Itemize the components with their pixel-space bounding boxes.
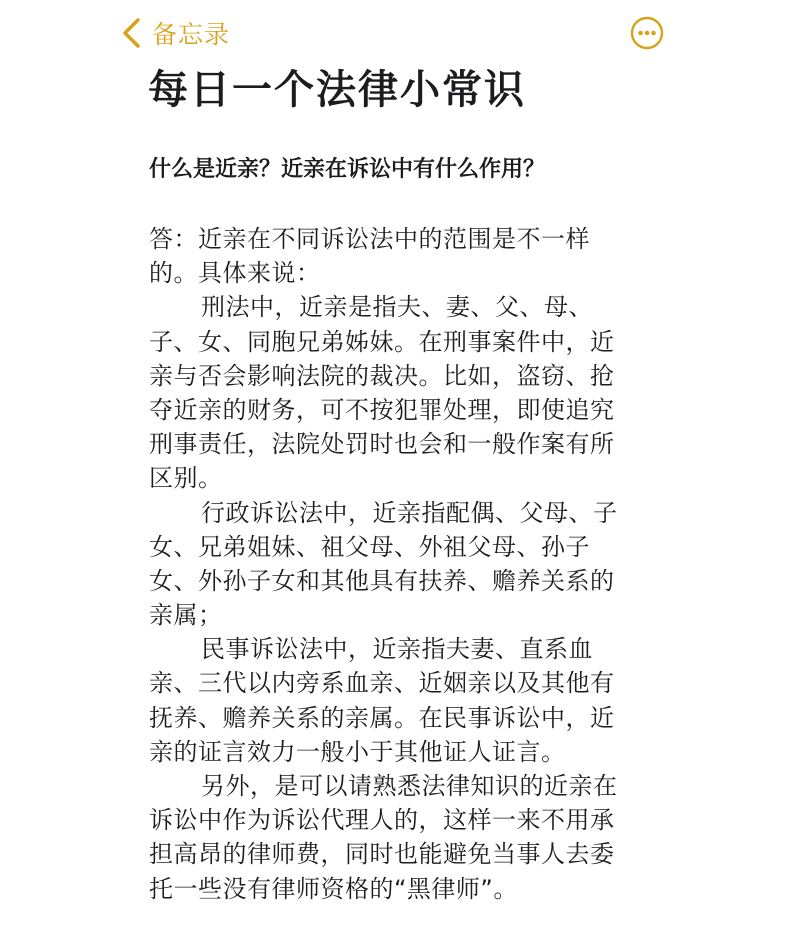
body-line: 刑法中，近亲是指夫、妻、父、母、 (201, 293, 593, 322)
more-options-button[interactable] (630, 16, 664, 50)
navigation-bar (0, 0, 800, 62)
body-line: 民事诉讼法中，近亲指夫妻、直系血 (201, 635, 593, 664)
more-circle-icon (630, 16, 664, 50)
note-title[interactable]: 每日一个法律小常识 (148, 67, 526, 113)
note-question[interactable]: 什么是近亲？近亲在诉讼中有什么作用？ (149, 157, 546, 182)
chevron-left-icon (120, 17, 144, 49)
body-line: 女、兄弟姐妹、祖父母、外祖父母、孙子 (149, 532, 590, 561)
back-button[interactable] (120, 14, 230, 52)
body-line: 子、女、同胞兄弟姊妹。在刑事案件中，近 (149, 327, 615, 356)
body-line: 女、外孙子女和其他具有扶养、赡养关系的 (149, 566, 615, 595)
body-line: 亲的证言效力一般小于其他证人证言。 (149, 737, 566, 766)
back-button-label: 备忘录 (152, 20, 231, 49)
body-line: 行政诉讼法中，近亲指配偶、父母、子 (201, 498, 618, 527)
body-line: 答：近亲在不同诉讼法中的范围是不一样 (149, 225, 590, 253)
body-line: 亲与否会影响法院的裁决。比如，盗窃、抢 (149, 361, 615, 390)
body-line: 托一些没有律师资格的“黑律师”。 (149, 874, 518, 903)
note-body[interactable] (149, 222, 641, 906)
body-line: 的。具体来说： (149, 259, 321, 288)
body-line: 区别。 (149, 464, 223, 493)
body-line: 夺近亲的财务，可不按犯罪处理，即使追究 (149, 395, 615, 424)
body-line: 亲、三代以内旁系血亲、近姻亲以及其他有 (149, 669, 615, 698)
body-line: 担高昂的律师费，同时也能避免当事人去委 (149, 840, 615, 869)
body-line: 亲属； (149, 601, 223, 630)
body-line: 另外，是可以请熟悉法律知识的近亲在 (201, 772, 618, 800)
body-line: 抚养、赡养关系的亲属。在民事诉讼中，近 (149, 703, 615, 732)
body-line: 刑事责任，法院处罚时也会和一般作案有所 (149, 430, 615, 459)
body-line: 诉讼中作为诉讼代理人的，这样一来不用承 (149, 806, 615, 835)
